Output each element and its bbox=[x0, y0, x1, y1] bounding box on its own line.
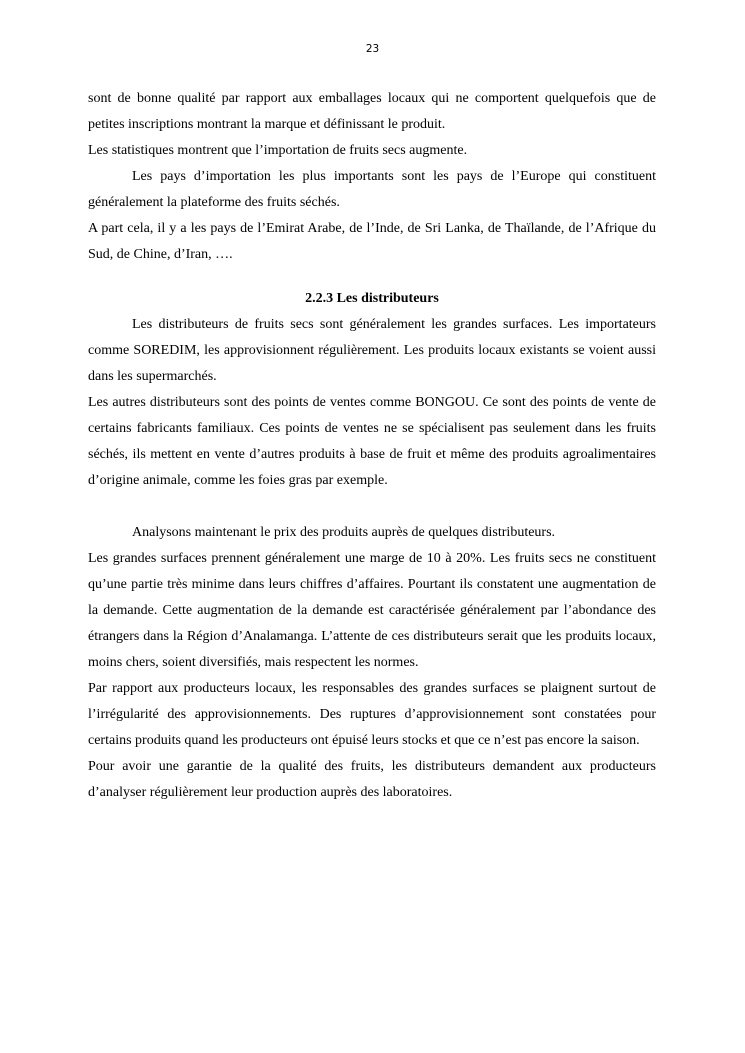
paragraph: Analysons maintenant le prix des produits auprès de quelques distributeurs. bbox=[132, 525, 556, 540]
paragraph: Les autres distributeurs sont des points de ventes comme BONGOU. Ce sont des points de vente de certains fabricants familiaux. Ces points de ventes ne se spécialisent pas seulement dans les fruits séchés, ils mettent en vente d’autres produits à base de fruit et même des produits agroalimentaires d’origine animale, comme les foies gras par exemple. bbox=[88, 395, 656, 488]
section-heading: 2.2.3 Les distributeurs bbox=[305, 291, 439, 306]
paragraph: Pour avoir une garantie de la qualité des fruits, les distributeurs demandent aux producteurs d’analyser régulièrement leur production auprès des laboratoires. bbox=[88, 759, 656, 800]
paragraph: Par rapport aux producteurs locaux, les responsables des grandes surfaces se plaignent surtout de l’irrégularité des approvisionnements. Des ruptures d’approvisionnement sont constatées pour certains produits quand les producteurs ont épuisé leurs stocks et que ce n’est pas encore la saison. bbox=[88, 681, 656, 748]
document-body bbox=[88, 86, 656, 806]
paragraph: Les statistiques montrent que l’importation de fruits secs augmente. bbox=[88, 143, 468, 158]
paragraph: Les grandes surfaces prennent généralement une marge de 10 à 20%. Les fruits secs ne constituent qu’une partie très minime dans leurs chiffres d’affaires. Pourtant ils constatent une augmentation de la demande. Cette augmentation de la demande est caractérisée généralement par l’abondance des étrangers dans la Région d’Analamanga. L’attente de ces distributeurs serait que les produits locaux, moins chers, soient diversifiés, mais respectent les normes. bbox=[88, 551, 656, 670]
paragraph: A part cela, il y a les pays de l’Emirat Arabe, de l’Inde, de Sri Lanka, de Thaïlande, de l’Afrique du Sud, de Chine, d’Iran, …. bbox=[88, 221, 656, 262]
paragraph-spacer bbox=[88, 494, 656, 520]
page-number: 23 bbox=[365, 43, 380, 55]
paragraph: Les distributeurs de fruits secs sont généralement les grandes surfaces. Les importateurs comme SOREDIM, les approvisionnent régulièrement. Les produits locaux existants se voient aussi dans les supermarchés. bbox=[88, 317, 656, 384]
paragraph: Les pays d’importation les plus importants sont les pays de l’Europe qui constituent généralement la plateforme des fruits séchés. bbox=[88, 169, 656, 210]
paragraph: sont de bonne qualité par rapport aux emballages locaux qui ne comportent quelquefois que de petites inscriptions montrant la marque et définissant le produit. bbox=[88, 91, 656, 132]
